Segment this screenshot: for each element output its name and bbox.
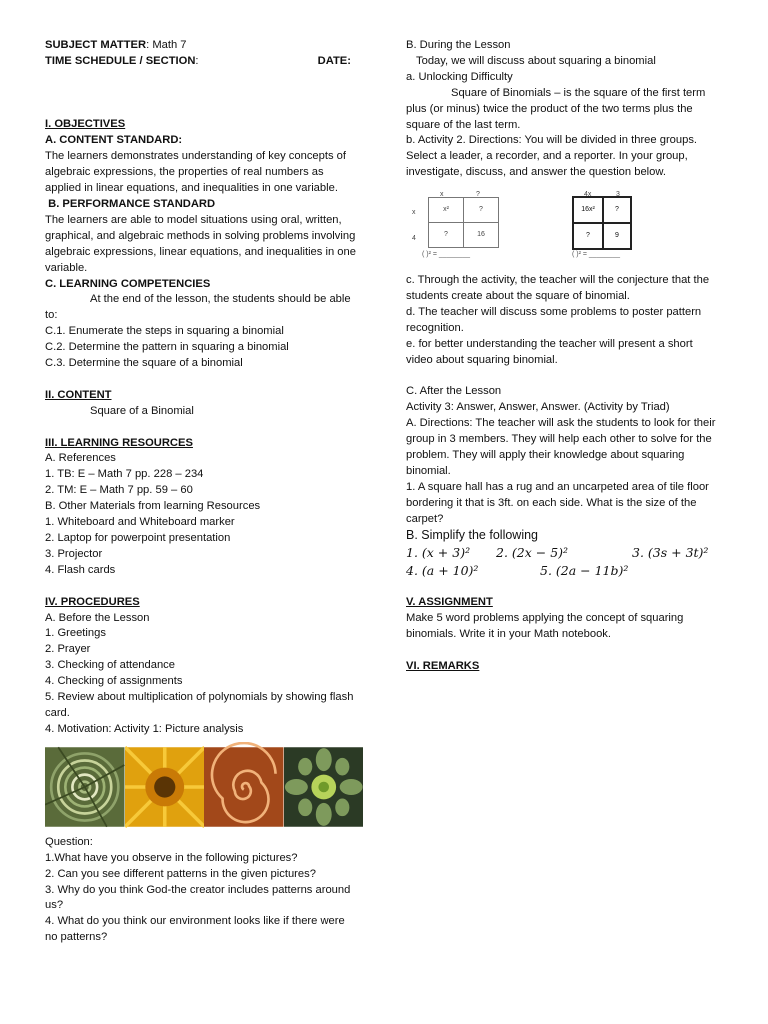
conjecture-line: students create about the square of binomial. <box>406 290 630 303</box>
question-item-cont: no patterns? <box>45 931 108 944</box>
grid2-cell: 16x² <box>572 196 604 224</box>
video-line: video about squaring binomial. <box>406 353 558 366</box>
sunflower-photo <box>125 742 205 832</box>
grid1-top-label: x <box>440 191 444 199</box>
reference-item: 1. TB: E – Math 7 pp. 228 – 234 <box>45 468 204 481</box>
assignment-line: binomials. Write it in your Math notebook. <box>406 628 611 641</box>
directions-line: problem. They will apply their knowledge about squaring <box>406 449 685 462</box>
exercise-item: 3. (3s + 3t)² <box>632 544 709 560</box>
directions-line: A. Directions: The teacher will ask the students to look for their <box>406 417 716 430</box>
video-line: e. for better understanding the teacher will present a short <box>406 337 693 350</box>
content-standard-line: The learners demonstrates understanding of key concepts of <box>45 150 346 163</box>
exercise-row <box>406 562 721 580</box>
directions-line: group in 3 members. They will help each other to solve for the <box>406 433 712 446</box>
activity2-line: b. Activity 2. Directions: You will be divided in three groups. <box>406 134 698 147</box>
problem-line: bordering it that is 3ft. on each side. What is the size of the <box>406 496 697 509</box>
directions-line: binomial. <box>406 465 451 478</box>
performance-standard-line: The learners are able to model situations using oral, written, <box>45 213 342 226</box>
performance-standard-title: B. PERFORMANCE STANDARD <box>45 198 216 211</box>
assignment-title: V. ASSIGNMENT <box>406 596 493 609</box>
time-value: : <box>195 54 199 67</box>
competencies-intro: At the end of the lesson, the students should be able <box>90 293 351 306</box>
question-item: 3. Why do you think God-the creator includes patterns around <box>45 883 351 896</box>
grid1-side-label: x <box>412 209 416 217</box>
content-title: II. CONTENT <box>45 388 112 401</box>
content-standard-title: A. CONTENT STANDARD: <box>45 134 183 147</box>
grid1-cell: x² <box>428 197 464 223</box>
grid1-side-label: 4 <box>412 235 416 243</box>
during-intro: Today, we will discuss about squaring a binomial <box>416 54 656 67</box>
grid1-cell: ? <box>428 222 464 248</box>
question-item: 1.What have you observe in the following pictures? <box>45 851 298 864</box>
grid1-cell: 16 <box>463 222 499 248</box>
competencies-title: C. LEARNING COMPETENCIES <box>45 277 211 290</box>
exercise-item: 2. (2x − 5)² <box>496 544 569 560</box>
aloe-spiral-photo <box>45 742 125 832</box>
performance-standard-line: algebraic expressions, linear equations, and inequalities in one <box>45 245 356 258</box>
subject-value: : Math 7 <box>146 39 187 51</box>
activity3-line: Activity 3: Answer, Answer, Answer. (Activity by Triad) <box>406 401 670 414</box>
material-item: 2. Laptop for powerpoint presentation <box>45 532 231 545</box>
before-item: 1. Greetings <box>45 627 106 640</box>
pattern-pictures <box>45 742 363 832</box>
nautilus-shell-photo <box>204 742 284 832</box>
grid1-equation: ( )² = ________ <box>422 251 471 259</box>
time-date-line <box>45 54 351 70</box>
grid1-cell: ? <box>463 197 499 223</box>
after-title: C. After the Lesson <box>406 385 502 398</box>
grid1-top-label: ? <box>476 191 480 199</box>
grid2-cell: ? <box>572 222 604 250</box>
subject-line <box>45 38 363 54</box>
definition-line: Square of Binomials – is the square of the first term <box>451 86 706 99</box>
assignment-line: Make 5 word problems applying the concept of squaring <box>406 612 684 625</box>
question-item: 4. What do you think our environment looks like if there were <box>45 915 345 928</box>
remarks-title: VI. REMARKS <box>406 660 480 673</box>
review-line: 5. Review about multiplication of polynomials by showing flash <box>45 691 354 704</box>
material-item: 4. Flash cards <box>45 563 116 576</box>
content-topic: Square of a Binomial <box>90 404 194 417</box>
competencies-intro-cont: to: <box>45 309 58 322</box>
right-column <box>406 38 721 675</box>
time-label: TIME SCHEDULE / SECTION <box>45 54 196 67</box>
grid2-cell: ? <box>602 196 632 224</box>
exercise-item: 4. (a + 10)² <box>406 562 479 578</box>
discussion-line: recognition. <box>406 321 464 334</box>
exercise-row <box>406 544 721 562</box>
reference-item: 2. TM: E – Math 7 pp. 59 – 60 <box>45 484 193 497</box>
area-grid-2 <box>564 187 664 265</box>
unlocking-label: a. Unlocking Difficulty <box>406 70 513 83</box>
review-line: card. <box>45 706 70 719</box>
grid2-cell: 9 <box>602 222 632 250</box>
grid2-top-label: 4x <box>584 191 592 199</box>
competency-item: C.2. Determine the pattern in squaring a binomial <box>45 341 289 354</box>
competency-item: C.1. Enumerate the steps in squaring a binomial <box>45 325 284 338</box>
definition-line: plus (or minus) twice the product of the two terms plus the <box>406 102 693 115</box>
question-item-cont: us? <box>45 899 64 912</box>
simplify-label: B. Simplify the following <box>406 527 539 542</box>
before-item: 3. Checking of attendance <box>45 659 175 672</box>
problem-line: carpet? <box>406 512 444 525</box>
objectives-title: I. OBJECTIVES <box>45 118 126 131</box>
performance-standard-line: variable. <box>45 261 88 274</box>
material-item: 3. Projector <box>45 547 103 560</box>
definition-line: square of the last term. <box>406 118 521 131</box>
question-label: Question: <box>45 835 93 848</box>
subject-label: SUBJECT MATTER <box>45 39 147 51</box>
activity2-line: Select a leader, a recorder, and a reporter. In your group, <box>406 150 688 163</box>
exercise-item: 5. (2a − 11b)² <box>540 562 629 578</box>
question-item: 2. Can you see different patterns in the given pictures? <box>45 867 316 880</box>
discussion-line: d. The teacher will discuss some problems to poster pattern <box>406 305 702 318</box>
performance-standard-line: graphical, and algebraic methods in solving problems involving <box>45 229 356 242</box>
grid2-equation: ( )² = ________ <box>572 251 621 259</box>
competency-item: C.3. Determine the square of a binomial <box>45 357 243 370</box>
content-standard-line: algebraic expressions, the properties of real numbers as <box>45 166 324 179</box>
exercise-item: 1. (x + 3)² <box>406 544 471 560</box>
before-item: 4. Checking of assignments <box>45 675 183 688</box>
conjecture-line: c. Through the activity, the teacher will the conjecture that the <box>406 274 710 287</box>
area-grid-1 <box>408 187 508 265</box>
succulent-spiral-photo <box>284 742 364 832</box>
motivation-line: 4. Motivation: Activity 1: Picture analysis <box>45 722 244 735</box>
grid2-top-label: 3 <box>616 191 620 199</box>
before-item: 2. Prayer <box>45 643 91 656</box>
activity2-grids <box>408 187 721 265</box>
resources-title: III. LEARNING RESOURCES <box>45 436 193 449</box>
material-item: 1. Whiteboard and Whiteboard marker <box>45 516 235 529</box>
content-standard-line: applied in linear equations, and inequalities in one variable. <box>45 182 338 195</box>
other-materials-label: B. Other Materials from learning Resources <box>45 500 261 513</box>
references-label: A. References <box>45 452 116 465</box>
problem-line: 1. A square hall has a rug and an uncarpeted area of tile floor <box>406 480 709 493</box>
before-lesson-label: A. Before the Lesson <box>45 611 150 624</box>
during-title: B. During the Lesson <box>406 39 511 51</box>
left-column <box>45 38 363 946</box>
activity2-line: investigate, discuss, and answer the question below. <box>406 166 666 179</box>
procedures-title: IV. PROCEDURES <box>45 595 140 608</box>
date-label: DATE: <box>317 54 351 67</box>
